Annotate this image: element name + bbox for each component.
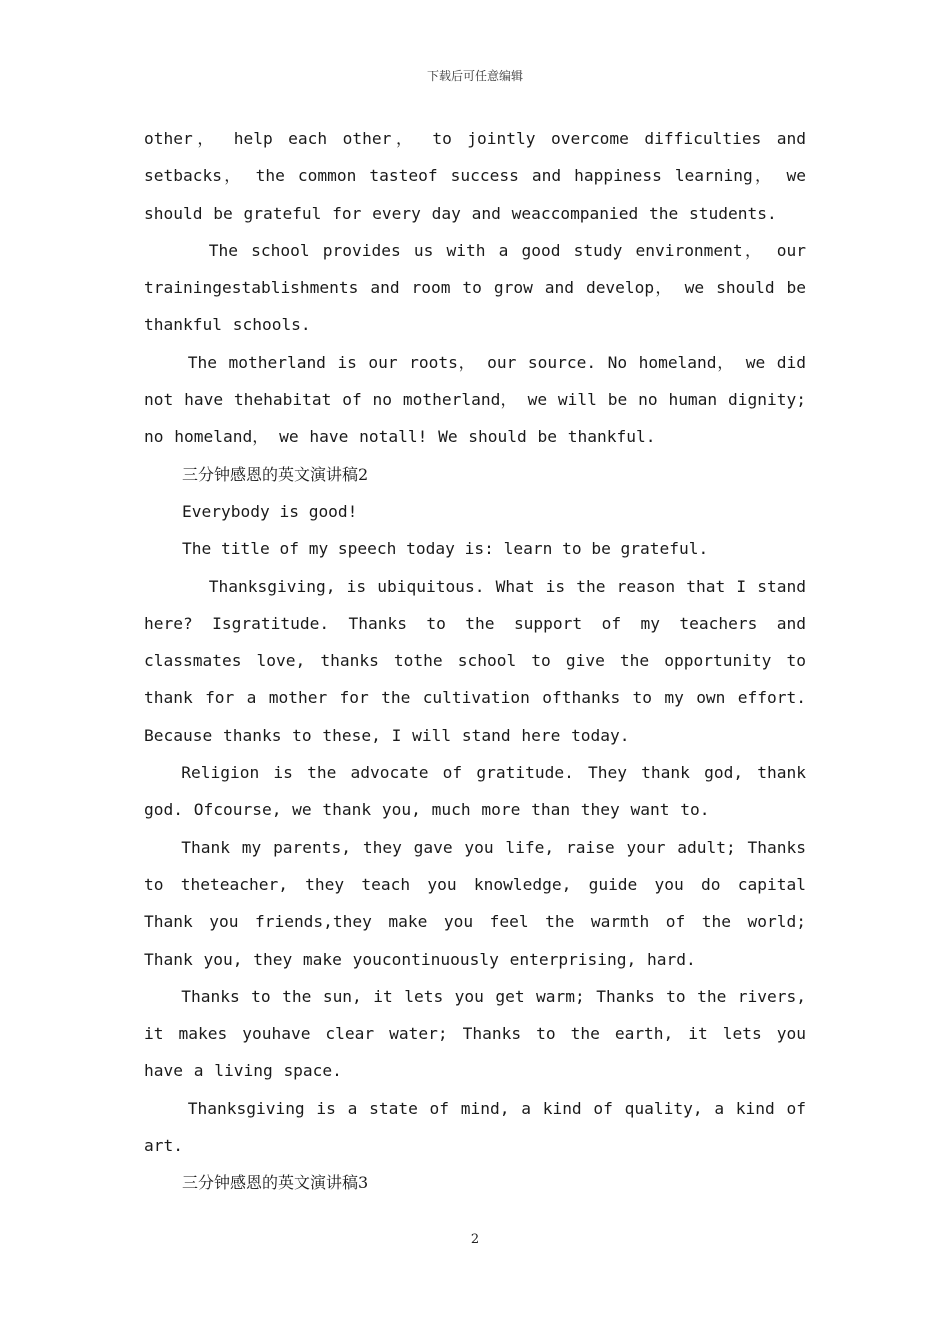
paragraph-continued: other， help each other， to jointly overcome difficulties and setbacks， the common tasteof success and happiness learning， we should be grateful for every day and weaccompanied the students. — [144, 129, 806, 223]
section-heading-3: 三分钟感恩的英文演讲稿3 — [182, 1173, 369, 1193]
page-header: 下载后可任意编辑 — [426, 69, 523, 83]
paragraph-greeting: Everybody is good! — [182, 501, 358, 521]
paragraph-parents: Thank my parents, they gave you life, raise your adult; Thanks to theteacher, they teach you knowledge, guide you do capital Thank you friends,they make you feel the warmth of the world; Thank you, they make youcontinuously enterprising, hard. — [144, 837, 806, 969]
paragraph-speech-title: The title of my speech today is: learn to be grateful. — [182, 539, 709, 559]
section-heading-2: 三分钟感恩的英文演讲稿2 — [182, 464, 369, 484]
paragraph-thanksgiving: Thanksgiving, is ubiquitous. What is the reason that I stand here? Isgratitude. Thanks to the support of my teachers and classmates love, thanks tothe school to give the opportunity to thank for a mother for the cultivation ofthanks to my own effort. Because thanks to these, I will stand here today. — [144, 576, 806, 745]
paragraph-state-of-mind: Thanksgiving is a state of mind, a kind of quality, a kind of art. — [144, 1098, 806, 1156]
paragraph-nature: Thanks to the sun, it lets you get warm; Thanks to the rivers, it makes youhave clear water; Thanks to the earth, it lets you have a living space. — [144, 986, 806, 1081]
paragraph-school: The school provides us with a good study environment， our trainingestablishments and room to grow and develop， we should be thankful schools. — [144, 240, 806, 335]
paragraph-motherland: The motherland is our roots， our source. No homeland， we did not have thehabitat of no motherland， we will be no human dignity; no homeland， we have notall! We should be thankful. — [144, 352, 806, 447]
document-body — [144, 120, 806, 1202]
page-number: 2 — [470, 1232, 480, 1247]
paragraph-religion: Religion is the advocate of gratitude. They thank god, thank god. Ofcourse, we thank you, much more than they want to. — [144, 763, 806, 820]
